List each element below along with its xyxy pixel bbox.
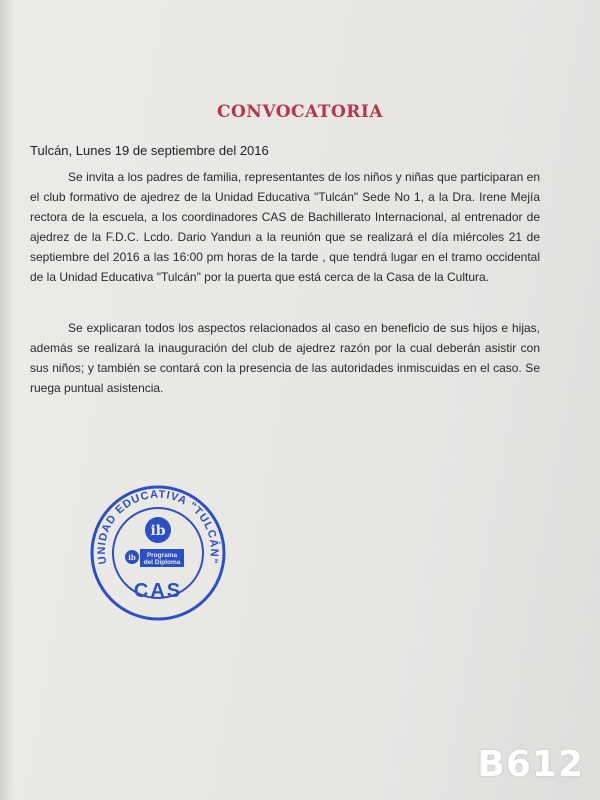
school-stamp (88, 483, 228, 623)
ib-small-logo-glyph: ib (128, 553, 136, 562)
ib-logo-glyph: ib (150, 523, 166, 539)
document-title: CONVOCATORIA (216, 102, 384, 122)
paragraph-details (30, 318, 540, 398)
stamp-ring-text: UNIDAD EDUCATIVA "TULCÁN" (95, 488, 221, 566)
paragraph-invitation-text: Se invita a los padres de familia, representantes de los niños y niñas que participaran en el club formativo de ajedrez de la Unidad Educativa "Tulcán" Sede No 1, a la Dra. Irene Mejía rectora de la escuela, a los coordinadores CAS de Bachillerato Internacional, al entrenador de ajedrez de la F.D.C. Lcdo. Dario Yandun a la reunión que se realizará el día miércoles 21 de septiembre del 2016 a las 16:00 pm horas de la tarde , que tendrá lugar en el tramo occidental de la Unidad Educativa "Tulcán" por la puerta que está cerca de la Casa de la Cultura. (30, 170, 540, 284)
stamp-program-line-2: del Diploma (143, 559, 181, 566)
dateline: Tulcán, Lunes 19 de septiembre del 2016 (30, 143, 269, 158)
camera-watermark: B612 (477, 744, 584, 785)
stamp-cas-text: CAS (133, 580, 183, 602)
paragraph-details-text: Se explicaran todos los aspectos relacionados al caso en beneficio de sus hijos e hijas, además se realizará la inauguración del club de ajedrez razón por la cual deberán asistir con sus niños; y también se contará con la presencia de las autoridades inmiscuidas en el caso. Se ruega puntual asistencia. (30, 321, 540, 395)
stamp-program-line-1: Programa (146, 552, 178, 559)
paragraph-invitation (30, 167, 540, 287)
